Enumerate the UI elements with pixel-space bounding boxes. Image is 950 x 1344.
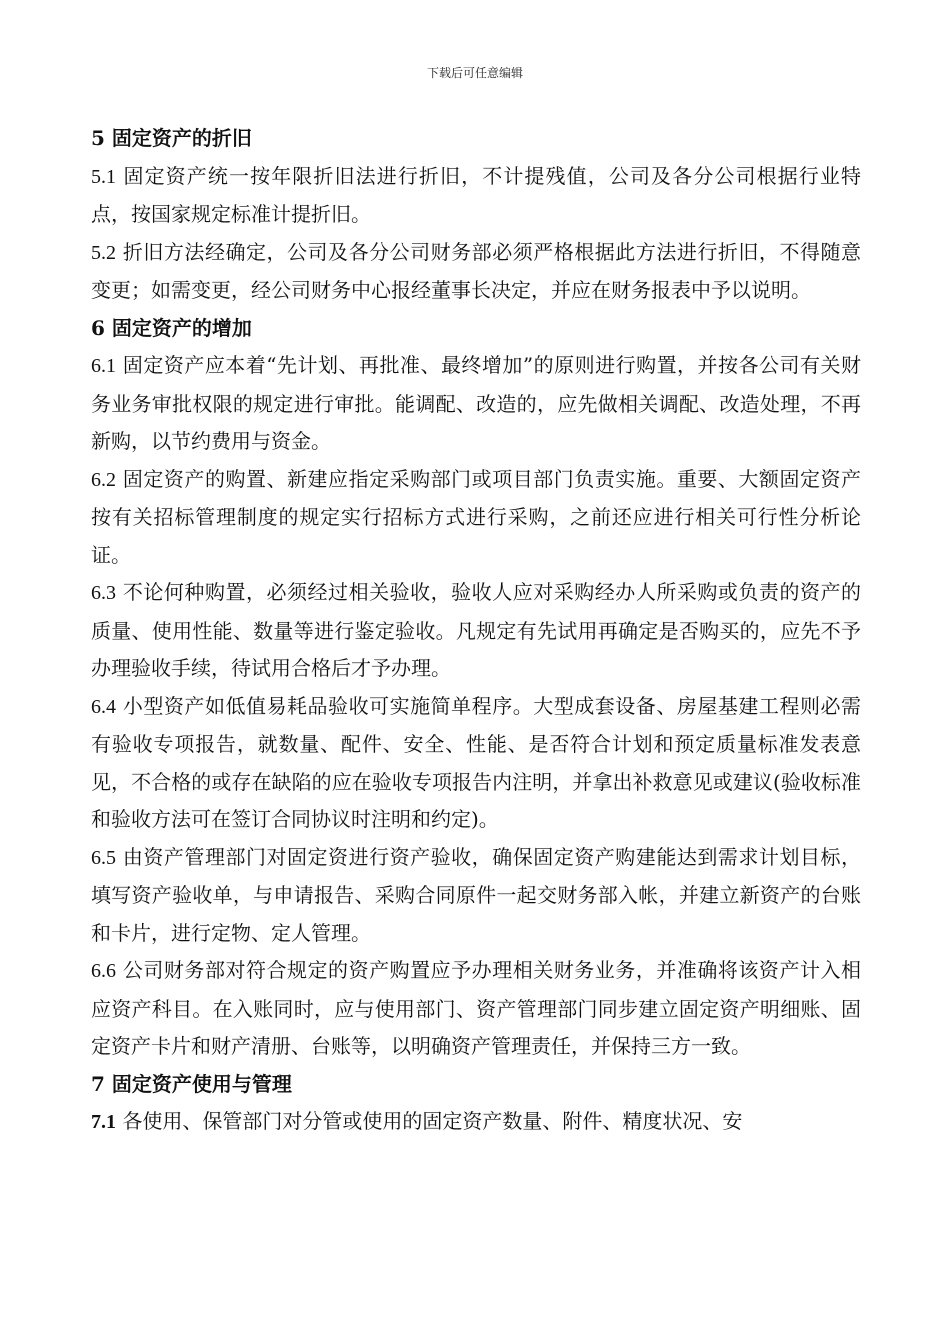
clause-number: 6.5 (91, 846, 116, 869)
paragraph-5-1 (91, 158, 861, 234)
paragraph-7-1 (91, 1103, 861, 1142)
clause-number: 5.1 (91, 165, 116, 188)
clause-number: 5.2 (91, 241, 116, 264)
clause-text: 由资产管理部门对固定资进行资产验收，确保固定资产购建能达到需求计划目标，填写资产验收单，与申请报告、采购合同原件一起交财务部入帐，并建立新资产的台账和卡片，进行定物、定人管理。 (91, 844, 861, 945)
paragraph-6-2 (91, 461, 861, 575)
section-heading-5: 5 固定资产的折旧 (91, 126, 252, 150)
clause-text: 固定资产统一按年限折旧法进行折旧，不计提残值，公司及各分公司根据行业特点，按国家规定标准计提折旧。 (91, 163, 861, 226)
paragraph-6-6 (91, 952, 861, 1066)
page-header: 下载后可任意编辑 (426, 66, 523, 80)
clause-text: 小型资产如低值易耗品验收可实施简单程序。大型成套设备、房屋基建工程则必需有验收专项报告，就数量、配件、安全、性能、是否符合计划和预定质量标准发表意见，不合格的或存在缺陷的应在验收专项报告内注明，并拿出补救意见或建议(验收标准和验收方法可在签订合同协议时注明和约定)。 (91, 693, 861, 831)
clause-number: 6.4 (91, 695, 116, 718)
section-heading-6: 6 固定资产的增加 (91, 315, 252, 340)
clause-text: 折旧方法经确定，公司及各分公司财务部必须严格根据此方法进行折旧，不得随意变更；如需变更，经公司财务中心报经董事长决定，并应在财务报表中予以说明。 (91, 239, 861, 302)
paragraph-6-4 (91, 688, 861, 839)
clause-text: 固定资产应本着“先计划、再批准、最终增加”的原则进行购置，并按各公司有关财务业务审批权限的规定进行审批。能调配、改造的，应先做相关调配、改造处理，不再新购，以节约费用与资金。 (91, 353, 861, 453)
clause-text: 各使用、保管部门对分管或使用的固定资产数量、附件、精度状况、安 (116, 1109, 743, 1133)
clause-number: 6.6 (91, 960, 116, 982)
clause-number: 6.3 (91, 582, 116, 604)
clause-number: 6.2 (91, 468, 116, 491)
clause-number: 6.1 (91, 355, 116, 377)
document-body (91, 120, 861, 1142)
paragraph-5-2 (91, 234, 861, 310)
clause-number: 7.1 (91, 1111, 116, 1133)
section-heading-7: 7 固定资产使用与管理 (91, 1071, 292, 1096)
paragraph-6-5 (91, 839, 861, 953)
paragraph-6-3 (91, 574, 861, 688)
clause-text: 不论何种购置，必须经过相关验收，验收人应对采购经办人所采购或负责的资产的质量、使用性能、数量等进行鉴定验收。凡规定有先试用再确定是否购买的，应先不予办理验收手续，待试用合格后才予办理。 (91, 580, 861, 680)
paragraph-6-1 (91, 347, 861, 461)
clause-text: 公司财务部对符合规定的资产购置应予办理相关财务业务，并准确将该资产计入相应资产科目。在入账同时，应与使用部门、资产管理部门同步建立固定资产明细账、固定资产卡片和财产清册、台账等，以明确资产管理责任，并保持三方一致。 (91, 958, 861, 1058)
clause-text: 固定资产的购置、新建应指定采购部门或项目部门负责实施。重要、大额固定资产按有关招标管理制度的规定实行招标方式进行采购，之前还应进行相关可行性分析论证。 (91, 466, 861, 567)
